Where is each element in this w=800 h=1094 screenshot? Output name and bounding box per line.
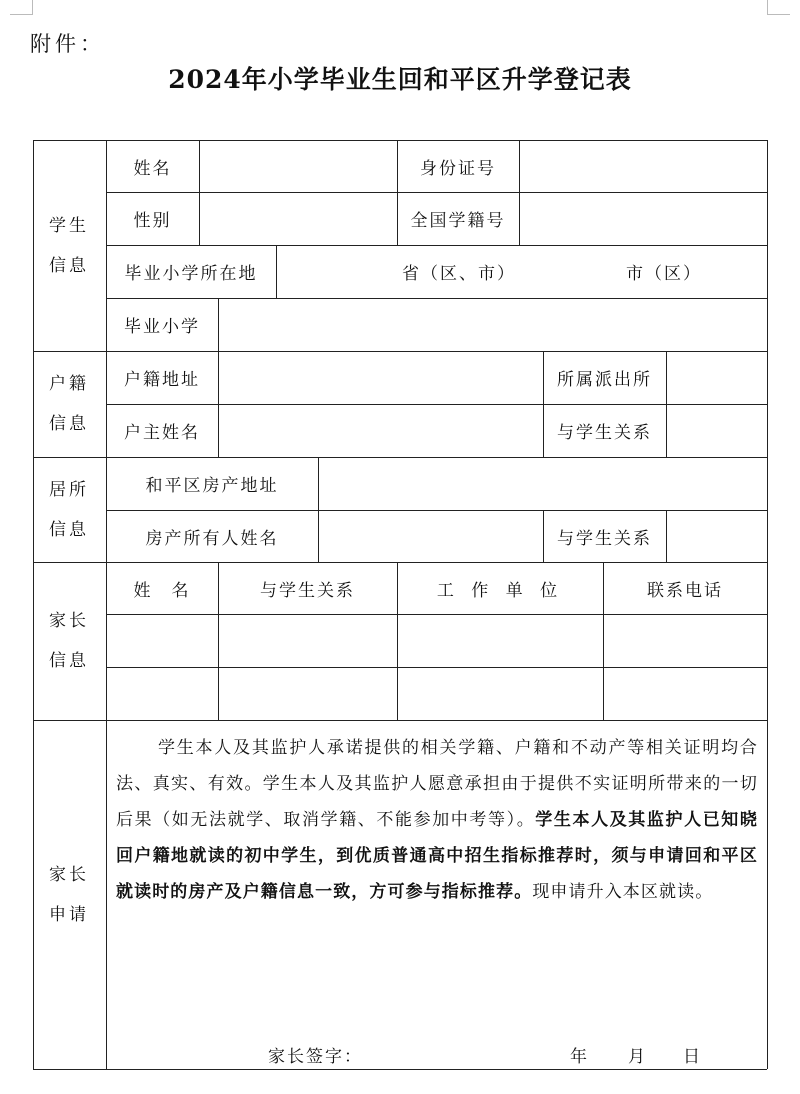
- property-relation-label: 与学生关系: [557, 528, 652, 549]
- parent1-name-field[interactable]: [107, 615, 217, 666]
- province-label: 省（区、市）: [402, 264, 516, 284]
- household-address-label: 户籍地址: [124, 370, 200, 390]
- parent2-phone-field[interactable]: [604, 668, 766, 719]
- application-statement: [116, 730, 758, 910]
- parent-name-header: 姓 名: [133, 580, 191, 601]
- parent-phone-header: 联系电话: [647, 580, 723, 601]
- id-number-label: 身份证号: [420, 158, 496, 179]
- section-parent-application: 家长 申请: [49, 864, 89, 925]
- property-address-label: 和平区房产地址: [145, 476, 279, 496]
- name-field[interactable]: [200, 140, 397, 192]
- section-household-info: 户籍 信息: [49, 374, 89, 434]
- parent1-relation-field[interactable]: [219, 615, 396, 666]
- household-head-name-label: 户主姓名: [124, 423, 200, 443]
- national-student-no-label: 全国学籍号: [410, 211, 506, 231]
- household-address-field[interactable]: [219, 351, 543, 404]
- police-station-field[interactable]: [667, 351, 767, 404]
- day-label: 日: [683, 1047, 702, 1067]
- statement-normal: 学生本人及其监护人承诺提供的相关学籍、户籍和不动产等相关证明均合法、真实、有效。学生本人及其监护人愿意承担由于提供不实证明所带来的一切后果（如无法就学、取消学籍、不能参加中考等）。: [116, 738, 758, 830]
- month-label: 月: [628, 1047, 647, 1067]
- household-relation-field[interactable]: [667, 404, 767, 457]
- parent1-phone-field[interactable]: [604, 615, 766, 666]
- name-label: 姓名: [133, 158, 172, 179]
- household-head-name-field[interactable]: [219, 404, 543, 457]
- section-parent-info: 家长 信息: [49, 611, 89, 671]
- gender-field[interactable]: [200, 192, 397, 245]
- attachment-label: 附件：: [30, 32, 105, 56]
- parent-employer-header: 工 作 单 位: [436, 580, 564, 601]
- household-relation-label: 与学生关系: [557, 423, 652, 443]
- property-owner-name-label: 房产所有人姓名: [145, 528, 279, 549]
- city-label: 市（区）: [626, 264, 702, 284]
- police-station-label: 所属派出所: [557, 370, 652, 390]
- signature-label: 家长签字：: [268, 1047, 363, 1067]
- year-label: 年: [570, 1047, 589, 1067]
- school-field[interactable]: [219, 298, 767, 351]
- parent1-employer-field[interactable]: [398, 615, 602, 666]
- parent2-employer-field[interactable]: [398, 668, 602, 719]
- parent-relation-header: 与学生关系: [260, 580, 355, 601]
- id-number-field[interactable]: [520, 140, 767, 192]
- school-location-label: 毕业小学所在地: [124, 264, 258, 284]
- statement-bold: 学生本人及其监护人已知晓回户籍地就读的初中学生，到优质普通高中招生指标推荐时，须与申请回和平区就读时的房产及户籍信息一致，方可参与指标推荐。: [116, 810, 758, 902]
- school-label: 毕业小学: [124, 317, 200, 337]
- parent2-name-field[interactable]: [107, 668, 217, 719]
- parent2-relation-field[interactable]: [219, 668, 396, 719]
- national-student-no-field[interactable]: [520, 192, 767, 245]
- property-address-field[interactable]: [319, 457, 767, 510]
- section-residence-info: 居所 信息: [49, 479, 89, 540]
- gender-label: 性别: [133, 211, 172, 231]
- statement-tail: 现申请升入本区就读。: [532, 882, 714, 902]
- section-student-info: 学生 信息: [49, 215, 89, 276]
- form-title: 2024年小学毕业生回和平区升学登记表: [168, 65, 632, 94]
- property-owner-name-field[interactable]: [319, 510, 543, 562]
- property-relation-field[interactable]: [667, 510, 767, 562]
